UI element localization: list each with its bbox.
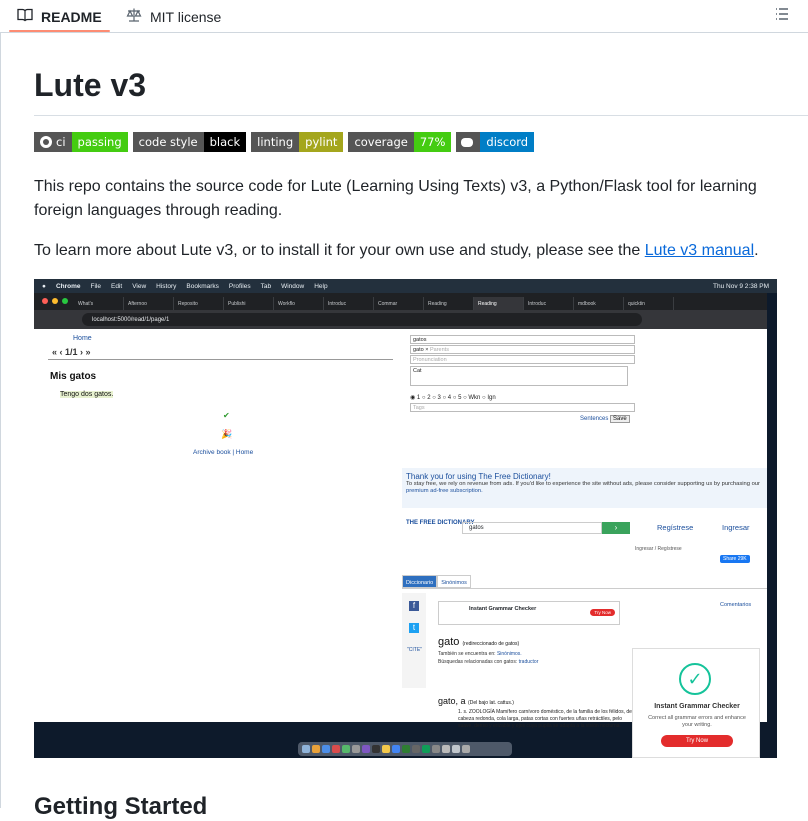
intro-paragraph: This repo contains the source code for Lute (Learning Using Texts) v3, a Python/Flask tool for learning foreign languages through reading.: [34, 178, 757, 219]
url-bar: localhost:5000/read/1/page/1: [82, 313, 642, 326]
book-icon: [17, 7, 33, 26]
github-icon: [40, 136, 52, 148]
manual-link[interactable]: Lute v3 manual: [644, 242, 755, 259]
clock: Thu Nov 9 2:38 PM: [713, 282, 769, 290]
demo-screenshot[interactable]: [34, 279, 777, 758]
mac-menubar: ● Chrome File Edit View History Bookmarks Profiles Tab Window Help Thu Nov 9 2:38 PM: [34, 279, 777, 293]
badge-row: [34, 132, 534, 152]
getting-started-heading: Getting Started: [34, 793, 208, 820]
discord-icon: [461, 138, 473, 147]
apple-icon: ●: [42, 282, 46, 290]
discord-badge[interactable]: discord: [456, 132, 534, 152]
readme-article: [0, 33, 808, 820]
list-icon[interactable]: [772, 6, 792, 26]
ci-badge[interactable]: ci passing: [34, 132, 128, 152]
tab-readme[interactable]: [17, 0, 102, 33]
scale-icon: [126, 7, 142, 26]
linting-badge[interactable]: linting pylint: [251, 132, 343, 152]
page-title: Lute v3: [34, 67, 147, 103]
coverage-badge[interactable]: coverage 77%: [348, 132, 451, 152]
manual-paragraph: To learn more about Lute v3, or to install it for your own use and study, please see the Lute v3 manual.: [34, 242, 759, 259]
tab-readme-label: README: [41, 8, 102, 25]
tab-readme-underline: [9, 30, 110, 32]
lute-reading-page: Home « ‹ 1/1 › » Mis gatos Tengo dos gatos. ✔ 🎉 Archive book | Home gatos gato × Parents Pronunciation Cat ◉ 1 ○ 2 ○ 3 ○ 4 ○ 5 ○ Wkn ○ Ign Tags Sentences Save Thank you for using The Free Dictionary! To stay free, we rely on revenue from ads. If you'd like to experience the site without ads, please consider supporting us by purchasing our premium ad-free subscription. THE FREE DICTIONARY gatos › Regístrese Ingresar Ingresar / Regístrese Share 29K Diccionario Sinónimos f t "CITE" Instant Grammar Checker Try Now Comentarios gato (redireccionado de gatos) También se encuentra en: Sinónimos. Búsquedas relacionadas con gatos: traductor gato, a (Del bajo lat. cattus.) 1. s. ZOOLOGÍA Mamífero carnívoro doméstico, de la familia de los félidos, de cabeza redonda, cola larga, patas cortas con fuertes uñas retráctiles, pelo suave, denso y erizable y ojos cuya pupila se adapta a la visión nocturna. ✓ Instant Grammar Checker Correct all grammar errors and enhance your writing. Try Now: [34, 329, 767, 722]
title-divider: [34, 115, 808, 116]
tab-license[interactable]: [126, 0, 221, 33]
browser-tab-strip: What's Afternoo Reposito Publishi Workflo Introduc Commar Reading Reading Introduc mdbook quicktin: [34, 293, 767, 310]
code-style-badge[interactable]: code style black: [133, 132, 247, 152]
browser-window: [34, 293, 767, 744]
readme-tab-bar: [0, 0, 808, 33]
mac-dock: [298, 742, 512, 756]
browser-toolbar: [34, 310, 767, 329]
tab-license-label: MIT license: [150, 8, 222, 25]
